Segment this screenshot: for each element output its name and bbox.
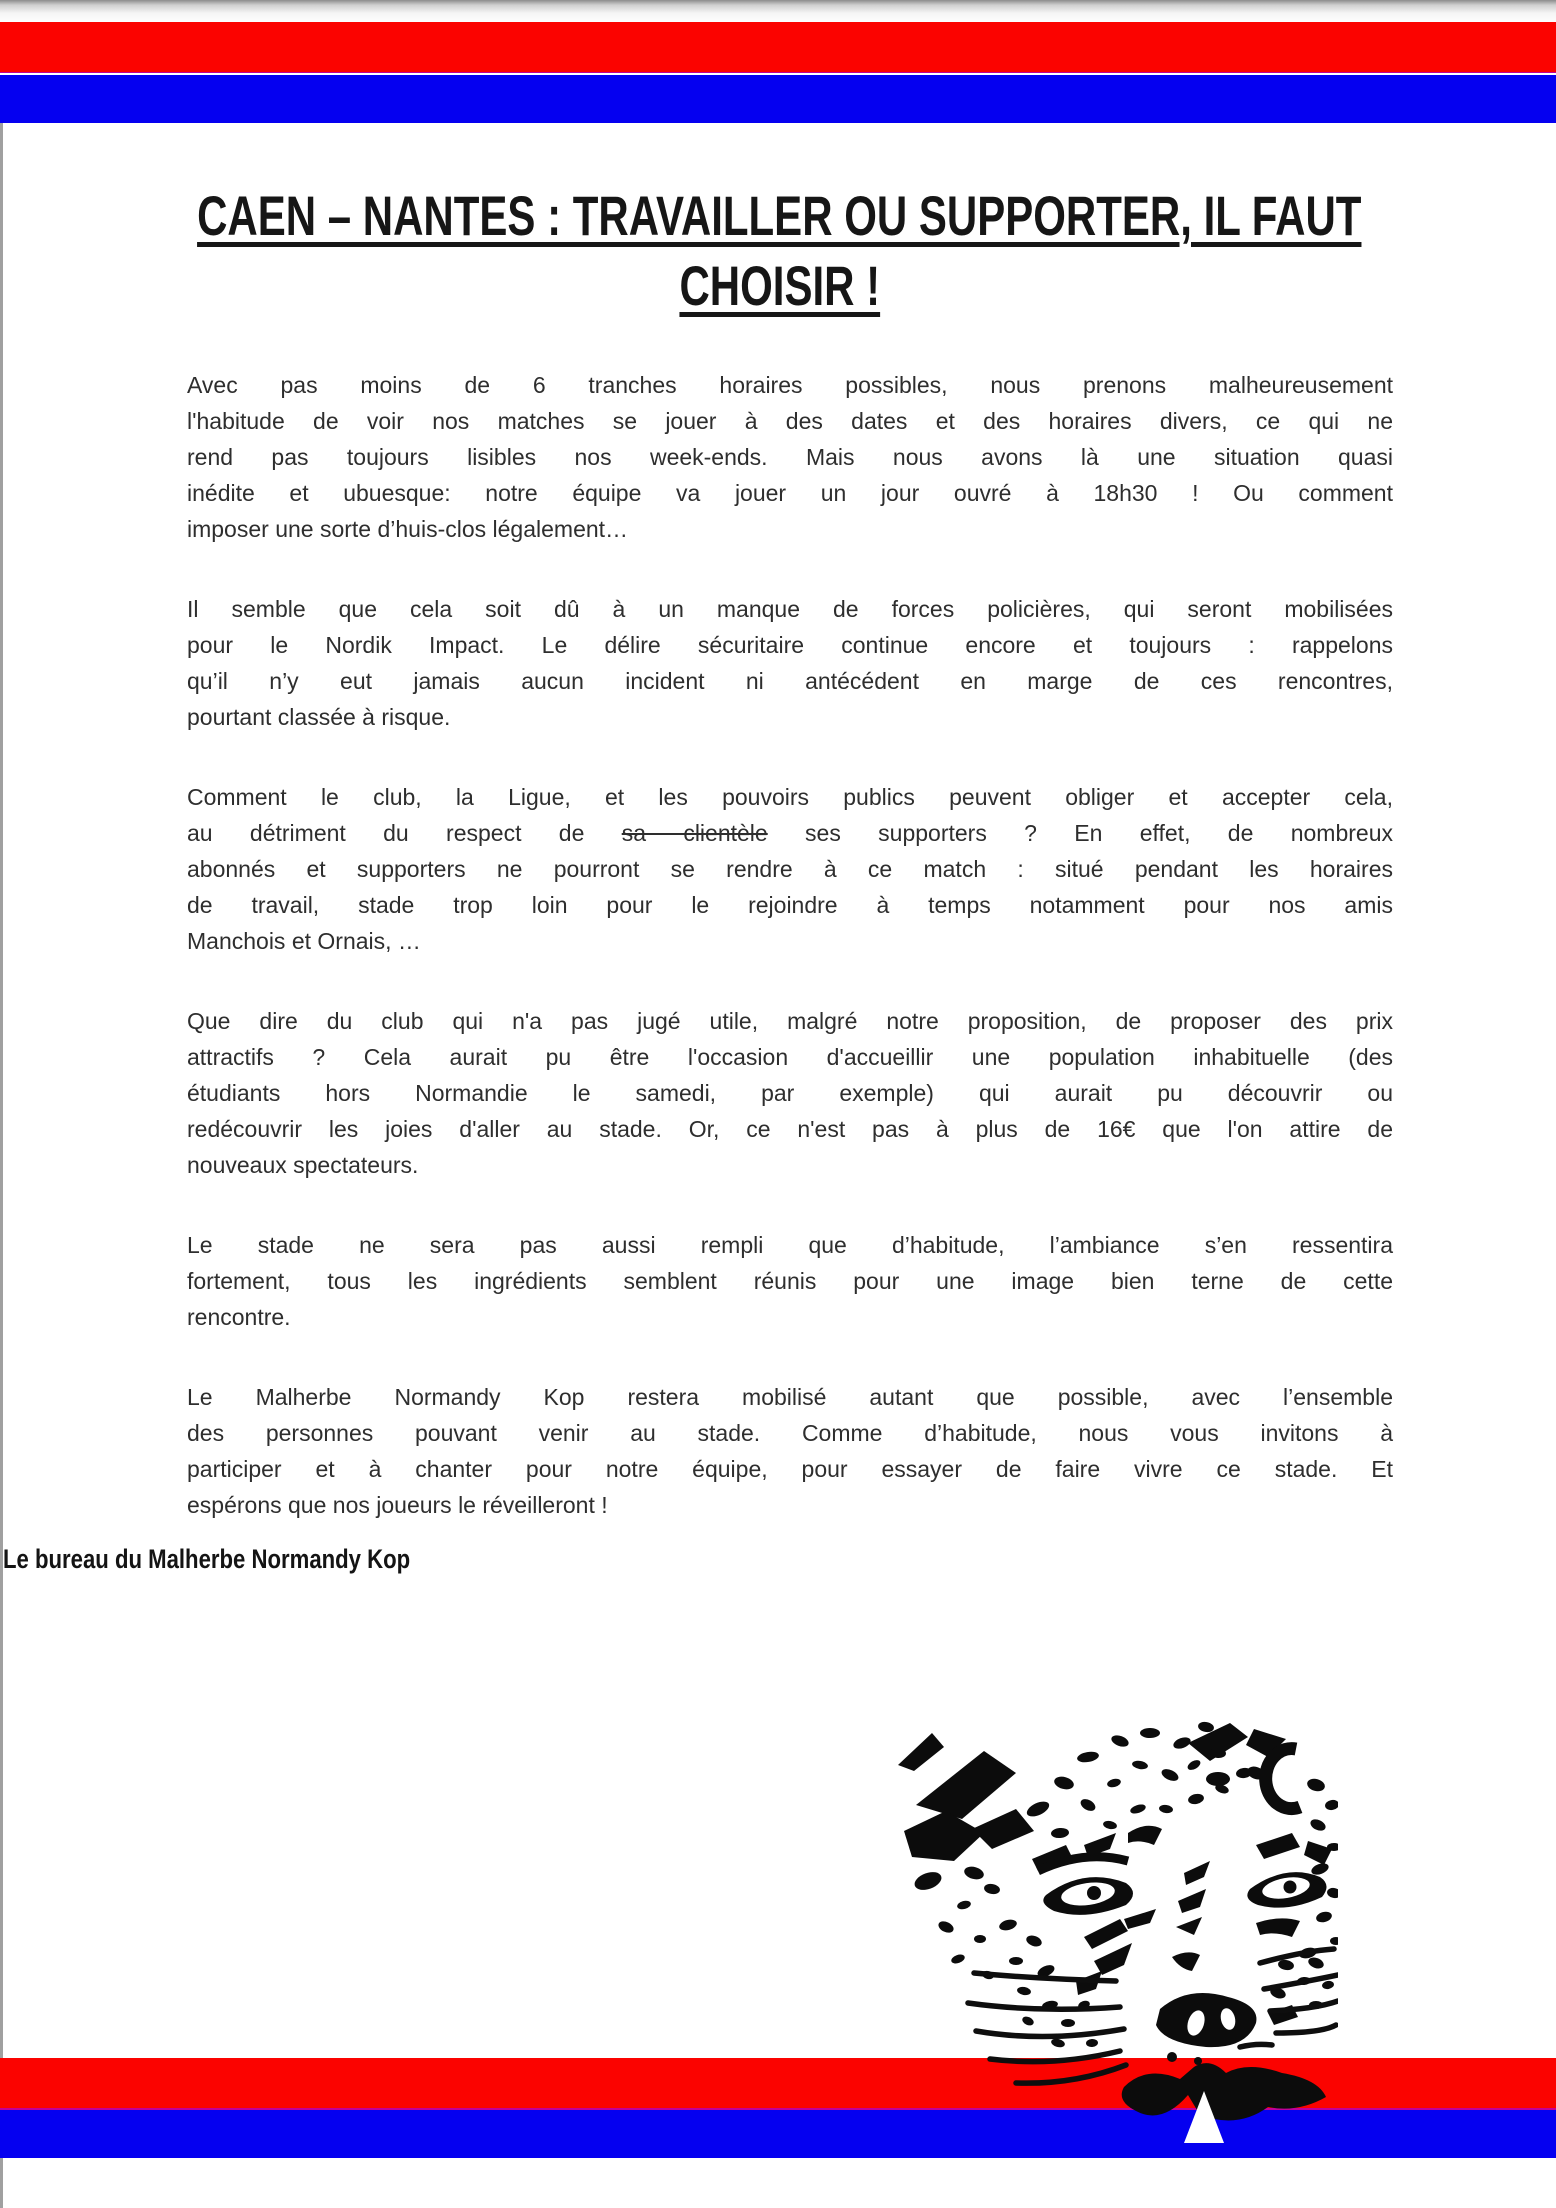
text-segment: pour le Nordik Impact. Le délire sécuritaire continue encore et toujours : rappelons	[187, 632, 1393, 658]
text-segment: Avec pas moins de 6 tranches horaires possibles, nous prenons malheureusement	[187, 372, 1393, 398]
paragraph-line	[187, 779, 1393, 815]
title-line-1: CAEN – NANTES : TRAVAILLER OU SUPPORTER, IL FAUT	[197, 184, 1362, 247]
paragraph-line	[187, 1111, 1393, 1147]
paragraph-line	[187, 1379, 1393, 1415]
paragraph-line	[187, 439, 1393, 475]
paragraph-line	[187, 663, 1393, 699]
text-segment: au détriment du respect de	[187, 820, 622, 846]
text-segment: rencontre.	[187, 1304, 291, 1330]
leopard-head-stencil-graphic	[888, 1713, 1338, 2143]
page-bottom-margin	[0, 2158, 1556, 2208]
top-blue-band	[0, 75, 1556, 123]
text-segment: l'habitude de voir nos matches se jouer à des dates et des horaires divers, ce qui ne	[187, 408, 1393, 434]
text-segment: étudiants hors Normandie le samedi, par exemple) qui aurait pu découvrir ou	[187, 1080, 1393, 1106]
text-segment: qu’il n’y eut jamais aucun incident ni antécédent en marge de ces rencontres,	[187, 668, 1393, 694]
paragraph	[187, 779, 1393, 959]
paragraph-line	[187, 1415, 1393, 1451]
paragraph-line	[187, 923, 1393, 959]
body-paragraphs	[187, 367, 1393, 1523]
paragraph-line	[187, 1075, 1393, 1111]
text-segment: imposer une sorte d’huis-clos légalement…	[187, 516, 629, 542]
paragraph	[187, 1003, 1393, 1183]
text-segment: pourtant classée à risque.	[187, 704, 451, 730]
paragraph-line	[187, 851, 1393, 887]
text-segment: Manchois et Ornais, …	[187, 928, 421, 954]
paragraph-line	[187, 1227, 1393, 1263]
paragraph-line	[187, 511, 1393, 547]
text-segment: redécouvrir les joies d'aller au stade. Or, ce n'est pas à plus de 16€ que l'on attire de	[187, 1116, 1393, 1142]
paragraph-line	[187, 403, 1393, 439]
text-segment: Le Malherbe Normandy Kop restera mobilisé autant que possible, avec l’ensemble	[187, 1384, 1393, 1410]
text-segment: Le stade ne sera pas aussi rempli que d’habitude, l’ambiance s’en ressentira	[187, 1232, 1393, 1258]
text-segment: fortement, tous les ingrédients semblent réunis pour une image bien terne de cette	[187, 1268, 1393, 1294]
document-body	[0, 123, 1556, 2058]
paragraph	[187, 1379, 1393, 1523]
text-segment: des personnes pouvant venir au stade. Comme d’habitude, nous vous invitons à	[187, 1420, 1393, 1446]
text-segment: Il semble que cela soit dû à un manque de forces policières, qui seront mobilisées	[187, 596, 1393, 622]
text-segment: rend pas toujours lisibles nos week-ends. Mais nous avons là une situation quasi	[187, 444, 1393, 470]
paragraph-line	[187, 887, 1393, 923]
text-segment: participer et à chanter pour notre équipe, pour essayer de faire vivre ce stade. Et	[187, 1456, 1393, 1482]
text-segment: inédite et ubuesque: notre équipe va jouer un jour ouvré à 18h30 ! Ou comment	[187, 480, 1393, 506]
leopard-head-stencil	[888, 1713, 1338, 2143]
paragraph-line	[187, 815, 1393, 851]
paragraph-line	[187, 627, 1393, 663]
paragraph-line	[187, 1263, 1393, 1299]
paragraph-line	[187, 1003, 1393, 1039]
text-segment: nouveaux spectateurs.	[187, 1152, 419, 1178]
struck-text: sa clientèle	[621, 820, 768, 846]
paragraph-line	[187, 367, 1393, 403]
paragraph-line	[187, 1039, 1393, 1075]
text-segment: Que dire du club qui n'a pas jugé utile, malgré notre proposition, de proposer des prix	[187, 1008, 1393, 1034]
text-segment: ses supporters ? En effet, de nombreux	[767, 820, 1393, 846]
paragraph-line	[187, 1299, 1393, 1335]
paragraph-line	[187, 1147, 1393, 1183]
text-segment: abonnés et supporters ne pourront se rendre à ce match : situé pendant les horaires	[187, 856, 1393, 882]
paragraph	[187, 367, 1393, 547]
text-segment: de travail, stade trop loin pour le rejoindre à temps notamment pour nos amis	[187, 892, 1393, 918]
signature-line: Le bureau du Malherbe Normandy Kop	[3, 1544, 411, 1574]
paragraph-line	[187, 475, 1393, 511]
paragraph	[187, 1227, 1393, 1335]
page-top-shadow	[0, 0, 1556, 22]
paragraph-line	[187, 591, 1393, 627]
text-segment: Comment le club, la Ligue, et les pouvoirs publics peuvent obliger et accepter cela,	[187, 784, 1393, 810]
paragraph	[187, 591, 1393, 735]
title-line-2: CHOISIR !	[679, 254, 880, 317]
paragraph-line	[187, 1451, 1393, 1487]
paragraph-line	[187, 1487, 1393, 1523]
text-segment: espérons que nos joueurs le réveilleront !	[187, 1492, 608, 1518]
text-segment: attractifs ? Cela aurait pu être l'occasion d'accueillir une population inhabituelle (des	[187, 1044, 1393, 1070]
paragraph-line	[187, 699, 1393, 735]
document-title	[3, 123, 1556, 321]
top-red-band	[0, 22, 1556, 72]
